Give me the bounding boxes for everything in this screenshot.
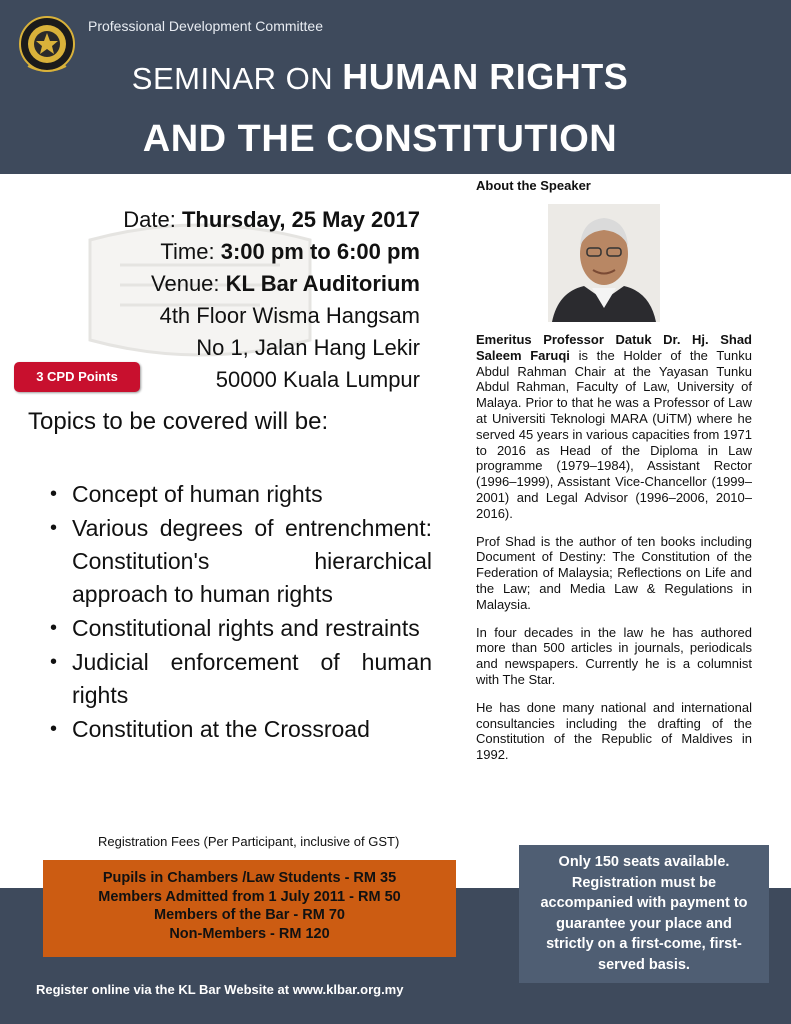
bio-paragraph-1: [476, 332, 752, 522]
title-prefix: SEMINAR ON: [131, 61, 343, 96]
topic-item: • Judicial enforcement of human rights: [48, 646, 432, 712]
event-date: [40, 204, 420, 236]
date-value: Thursday, 25 May 2017: [181, 207, 420, 232]
topic-item: • Concept of human rights: [48, 478, 432, 511]
seminar-title-line1: [0, 56, 760, 98]
topics-heading: Topics to be covered will be:: [28, 408, 329, 435]
registration-fees-caption: Registration Fees (Per Participant, inclusive of GST): [98, 834, 400, 849]
venue-label: Venue:: [151, 271, 226, 296]
seminar-title-line2: AND THE CONSTITUTION: [142, 118, 618, 160]
seats-notice: Only 150 seats available. Registration must be accompanied with payment to guarantee your place and strictly on a first-come, first-served basis.: [519, 845, 769, 983]
venue-value: KL Bar Auditorium: [225, 271, 420, 296]
event-time: [40, 236, 420, 268]
bio-text-1: is the Holder of the Tunku Abdul Rahman Chair at the Yayasan Tunku Abdul Rahman, Faculty of Law, University of Malaya. Prior to that he was a Professor of Law at Universiti Teknologi MARA (UiTM) where he served 45 years in various capacities from 1971 to 2016 as Head of the Diploma in Law programme (1979–1984), Assistant Rector (1996–1999), Assistant Vice-Chancellor (1999–2001) and Legal Advisor (1996–2006, 2010–2016).: [476, 347, 752, 521]
fee-row: Members of the Bar - RM 70: [154, 907, 345, 923]
fee-row: Members Admitted from 1 July 2011 - RM 50: [98, 888, 401, 905]
bio-paragraph-3: In four decades in the law he has authored more than 500 articles in journals, periodicals and newspapers. Currently he is a columnist with The Star.: [476, 624, 752, 687]
date-label: Date:: [123, 207, 182, 232]
event-venue: [40, 268, 420, 300]
topic-item: • Constitutional rights and restraints: [48, 612, 432, 645]
address-line-1: 4th Floor Wisma Hangsam: [159, 303, 420, 328]
topic-item: • Various degrees of entrenchment: Constitution's hierarchical approach to human rights: [48, 512, 432, 611]
address-line-3: 50000 Kuala Lumpur: [215, 367, 420, 392]
bio-paragraph-2: Prof Shad is the author of ten books including Document of Destiny: The Constitution of the Federation of Malaysia; Reflections on Life and the Law; and Media Law & Regulations in Malaysia.: [476, 533, 752, 612]
committee-name: Professional Development Committee: [88, 18, 323, 34]
header-banner: [0, 0, 791, 174]
title-bold: HUMAN RIGHTS: [342, 56, 629, 97]
topics-list: [48, 478, 432, 747]
speaker-name: Emeritus Professor Datuk Dr. Hj. Shad Saleem Faruqi: [476, 332, 752, 363]
speaker-photo: [548, 204, 660, 322]
topic-item: • Constitution at the Crossroad: [48, 713, 432, 746]
cpd-points-badge: 3 CPD Points: [14, 362, 140, 392]
time-label: Time:: [160, 239, 221, 264]
fee-row: Non-Members - RM 120: [169, 925, 330, 942]
speaker-bio: [476, 332, 752, 775]
registration-fees-box: [43, 860, 456, 957]
register-online-text: Register online via the KL Bar Website at www.klbar.org.my: [36, 982, 404, 997]
about-speaker-heading: About the Speaker: [476, 178, 591, 193]
bio-paragraph-4: He has done many national and international consultancies including the drafting of the Constitution of the Republic of Maldives in 1992.: [476, 699, 752, 763]
time-value: 3:00 pm to 6:00 pm: [220, 239, 420, 264]
address-line-2: No 1, Jalan Hang Lekir: [196, 335, 420, 360]
fee-row: Pupils in Chambers /Law Students - RM 35: [102, 870, 397, 886]
